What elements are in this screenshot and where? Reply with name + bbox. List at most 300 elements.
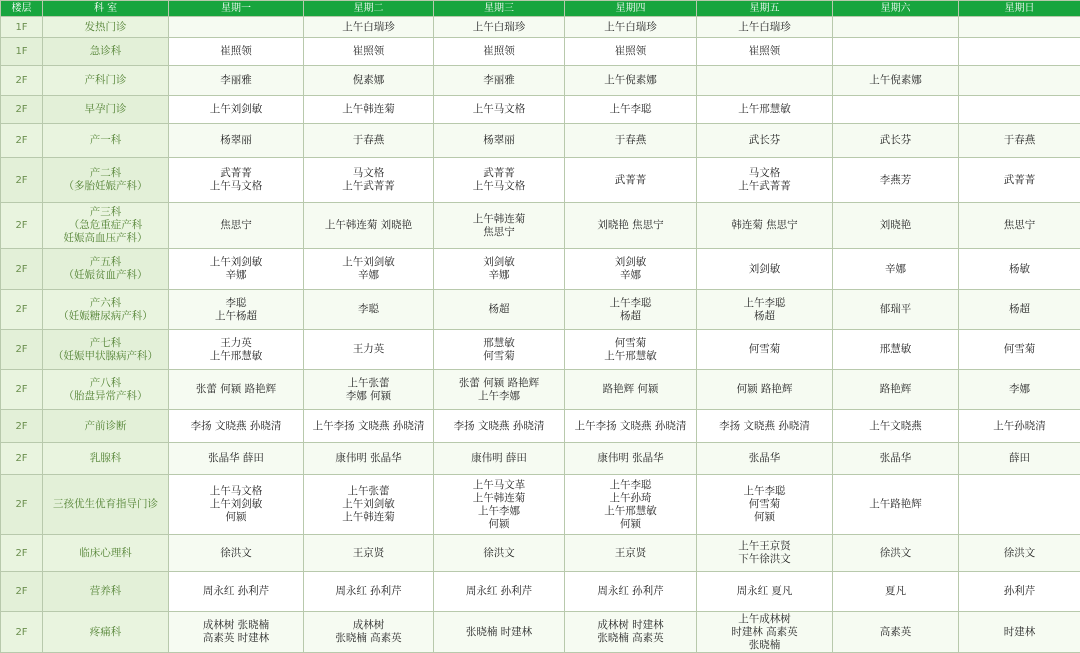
- schedule-cell: [434, 249, 565, 290]
- floor-cell: 2F: [1, 124, 43, 158]
- doctor-entry: 李聪: [306, 303, 431, 316]
- schedule-cell: [959, 96, 1080, 124]
- schedule-cell: [304, 612, 434, 653]
- department-cell: [43, 66, 169, 96]
- doctor-entry: 上午孙晓清: [961, 420, 1078, 433]
- schedule-cell: [959, 370, 1080, 410]
- doctor-entry: 上午白瑞珍: [306, 21, 431, 34]
- doctor-entry: 上午文晓燕: [835, 420, 956, 433]
- doctor-entry: 杨超: [567, 310, 694, 323]
- doctor-entry: 康伟明 薛田: [436, 452, 562, 465]
- doctor-entry: 上午邢慧敏: [567, 350, 694, 363]
- doctor-entry: 徐洪文: [835, 547, 956, 560]
- doctor-entry: 张晓楠 高素英: [567, 632, 694, 645]
- doctor-entry: 上午李娜: [436, 505, 562, 518]
- doctor-entry: 上午李娜: [436, 390, 562, 403]
- schedule-cell: [833, 535, 959, 572]
- department-name-line: 产七科: [45, 337, 166, 350]
- table-row: [1, 612, 1080, 653]
- floor-cell: 2F: [1, 249, 43, 290]
- doctor-entry: 周永红 孙利芹: [306, 585, 431, 598]
- schedule-cell: [304, 96, 434, 124]
- schedule-cell: [565, 370, 697, 410]
- department-name-line: 早孕门诊: [45, 103, 166, 116]
- schedule-cell: [565, 17, 697, 38]
- schedule-cell: [833, 203, 959, 249]
- schedule-cell: [304, 572, 434, 612]
- doctor-entry: 崔照领: [306, 45, 431, 58]
- doctor-entry: 李燕芳: [835, 174, 956, 187]
- doctor-entry: 武长芬: [699, 134, 830, 147]
- header-day: 星期四: [565, 1, 697, 17]
- doctor-entry: 马文格: [699, 167, 830, 180]
- department-cell: [43, 124, 169, 158]
- doctor-entry: 上午马文格: [171, 485, 301, 498]
- schedule-cell: [565, 330, 697, 370]
- doctor-entry: 上午武菁菁: [699, 180, 830, 193]
- schedule-cell: [697, 249, 833, 290]
- doctor-entry: 何雪菊: [436, 350, 562, 363]
- doctor-entry: 崔照领: [436, 45, 562, 58]
- department-name-line: 乳腺科: [45, 452, 166, 465]
- doctor-entry: 夏凡: [835, 585, 956, 598]
- doctor-entry: 王力英: [171, 337, 301, 350]
- doctor-entry: 上午孙琦: [567, 492, 694, 505]
- doctor-entry: 何颍: [567, 518, 694, 531]
- schedule-cell: [304, 410, 434, 443]
- doctor-entry: 武菁菁: [961, 174, 1078, 187]
- doctor-entry: 张晓楠: [699, 639, 830, 652]
- doctor-entry: 张晓楠 时建林: [436, 626, 562, 639]
- schedule-cell: [565, 572, 697, 612]
- schedule-cell: [697, 203, 833, 249]
- schedule-cell: [565, 124, 697, 158]
- doctor-entry: 李娜: [961, 383, 1078, 396]
- doctor-entry: 康伟明 张晶华: [567, 452, 694, 465]
- doctor-entry: 上午刘剑敏: [171, 498, 301, 511]
- schedule-cell: [565, 290, 697, 330]
- floor-cell: 2F: [1, 475, 43, 535]
- table-row: [1, 249, 1080, 290]
- schedule-cell: [169, 612, 304, 653]
- schedule-cell: [959, 330, 1080, 370]
- doctor-entry: 辛娜: [306, 269, 431, 282]
- floor-cell: 2F: [1, 612, 43, 653]
- schedule-cell: [959, 17, 1080, 38]
- schedule-cell: [565, 66, 697, 96]
- doctor-entry: 成林树 张晓楠: [171, 619, 301, 632]
- floor-cell: 2F: [1, 158, 43, 203]
- schedule-cell: [959, 612, 1080, 653]
- doctor-entry: 马文格: [306, 167, 431, 180]
- department-name-line: （妊娠糖尿病产科）: [45, 310, 166, 323]
- schedule-cell: [697, 572, 833, 612]
- schedule-cell: [959, 249, 1080, 290]
- schedule-cell: [833, 612, 959, 653]
- table-row: [1, 443, 1080, 475]
- table-header: [1, 1, 1080, 17]
- doctor-entry: 刘晓艳 焦思宁: [567, 219, 694, 232]
- floor-cell: 2F: [1, 535, 43, 572]
- schedule-cell: [833, 290, 959, 330]
- doctor-entry: 杨翠丽: [436, 134, 562, 147]
- table-row: [1, 290, 1080, 330]
- doctor-entry: 上午韩连菊: [306, 103, 431, 116]
- doctor-entry: 李扬 文晓燕 孙晓清: [436, 420, 562, 433]
- schedule-cell: [304, 17, 434, 38]
- doctor-entry: 何雪菊: [567, 337, 694, 350]
- department-cell: [43, 96, 169, 124]
- schedule-cell: [697, 66, 833, 96]
- schedule-cell: [304, 203, 434, 249]
- doctor-entry: 张蕾 何颍 路艳辉: [171, 383, 301, 396]
- department-cell: [43, 370, 169, 410]
- schedule-cell: [169, 572, 304, 612]
- department-name-line: （多胎妊娠产科）: [45, 180, 166, 193]
- floor-cell: 2F: [1, 66, 43, 96]
- floor-cell: 2F: [1, 290, 43, 330]
- doctor-entry: 武长芬: [835, 134, 956, 147]
- doctor-entry: 上午李聪: [699, 485, 830, 498]
- doctor-entry: 上午刘剑敏: [306, 256, 431, 269]
- schedule-cell: [565, 38, 697, 66]
- schedule-cell: [697, 370, 833, 410]
- department-name-line: （妊娠甲状腺病产科）: [45, 350, 166, 363]
- department-name-line: 产八科: [45, 377, 166, 390]
- schedule-cell: [697, 17, 833, 38]
- table-row: [1, 535, 1080, 572]
- schedule-cell: [304, 124, 434, 158]
- department-cell: [43, 535, 169, 572]
- schedule-cell: [434, 475, 565, 535]
- table-row: [1, 330, 1080, 370]
- schedule-cell: [304, 249, 434, 290]
- schedule-cell: [697, 158, 833, 203]
- doctor-entry: 薛田: [961, 452, 1078, 465]
- department-name-line: 产五科: [45, 256, 166, 269]
- doctor-entry: 于春燕: [567, 134, 694, 147]
- doctor-entry: 上午张蕾: [306, 485, 431, 498]
- department-cell: [43, 38, 169, 66]
- schedule-cell: [434, 410, 565, 443]
- schedule-cell: [304, 290, 434, 330]
- department-name-line: 产前诊断: [45, 420, 166, 433]
- table-row: [1, 475, 1080, 535]
- schedule-cell: [959, 572, 1080, 612]
- doctor-entry: 上午白瑞珍: [436, 21, 562, 34]
- doctor-entry: 上午邢慧敏: [171, 350, 301, 363]
- schedule-cell: [304, 535, 434, 572]
- doctor-entry: 王力英: [306, 343, 431, 356]
- department-name-line: 产二科: [45, 167, 166, 180]
- doctor-entry: 周永红 孙利芹: [567, 585, 694, 598]
- schedule-cell: [169, 443, 304, 475]
- schedule-cell: [434, 203, 565, 249]
- doctor-entry: 上午韩连菊: [306, 511, 431, 524]
- doctor-entry: 上午李扬 文晓燕 孙晓清: [306, 420, 431, 433]
- doctor-entry: 何颍: [699, 511, 830, 524]
- doctor-entry: 上午马文格: [436, 103, 562, 116]
- schedule-cell: [304, 475, 434, 535]
- doctor-entry: 时建林 高素英: [699, 626, 830, 639]
- doctor-entry: 康伟明 张晶华: [306, 452, 431, 465]
- schedule-cell: [434, 370, 565, 410]
- schedule-cell: [565, 612, 697, 653]
- floor-cell: 2F: [1, 203, 43, 249]
- doctor-entry: 上午刘剑敏: [171, 103, 301, 116]
- doctor-entry: 武菁菁: [171, 167, 301, 180]
- table-row: [1, 158, 1080, 203]
- schedule-cell: [169, 124, 304, 158]
- schedule-cell: [169, 17, 304, 38]
- doctor-entry: 崔照领: [171, 45, 301, 58]
- doctor-entry: 上午马文格: [171, 180, 301, 193]
- doctor-entry: 刘剑敏: [436, 256, 562, 269]
- department-cell: [43, 572, 169, 612]
- doctor-entry: 上午李聪: [699, 297, 830, 310]
- department-name-line: （妊娠贫血产科）: [45, 269, 166, 282]
- schedule-cell: [833, 158, 959, 203]
- doctor-entry: 上午张蕾: [306, 377, 431, 390]
- schedule-cell: [697, 96, 833, 124]
- doctor-entry: 成林树 时建林: [567, 619, 694, 632]
- department-cell: [43, 290, 169, 330]
- doctor-entry: 李娜 何颍: [306, 390, 431, 403]
- schedule-cell: [697, 612, 833, 653]
- doctor-entry: 上午倪素娜: [835, 74, 956, 87]
- schedule-cell: [304, 370, 434, 410]
- doctor-entry: 于春燕: [306, 134, 431, 147]
- schedule-cell: [959, 66, 1080, 96]
- floor-cell: 1F: [1, 17, 43, 38]
- schedule-cell: [434, 612, 565, 653]
- table-row: [1, 203, 1080, 249]
- doctor-entry: 武菁菁: [567, 174, 694, 187]
- table-row: [1, 370, 1080, 410]
- department-cell: [43, 443, 169, 475]
- department-cell: [43, 17, 169, 38]
- doctor-entry: 周永红 孙利芹: [436, 585, 562, 598]
- schedule-cell: [959, 38, 1080, 66]
- doctor-entry: 徐洪文: [171, 547, 301, 560]
- schedule-cell: [959, 158, 1080, 203]
- doctor-entry: 李扬 文晓燕 孙晓清: [171, 420, 301, 433]
- table-row: [1, 124, 1080, 158]
- doctor-entry: 高素英: [835, 626, 956, 639]
- schedule-cell: [833, 66, 959, 96]
- schedule-cell: [304, 443, 434, 475]
- department-cell: [43, 410, 169, 443]
- schedule-cell: [565, 535, 697, 572]
- schedule-cell: [833, 124, 959, 158]
- doctor-entry: 上午杨超: [171, 310, 301, 323]
- doctor-entry: 徐洪文: [436, 547, 562, 560]
- schedule-cell: [169, 96, 304, 124]
- doctor-entry: 何颍: [171, 511, 301, 524]
- doctor-entry: 李丽雅: [436, 74, 562, 87]
- schedule-cell: [434, 535, 565, 572]
- department-name-line: 急诊科: [45, 45, 166, 58]
- floor-cell: 2F: [1, 96, 43, 124]
- department-cell: [43, 203, 169, 249]
- schedule-cell: [833, 96, 959, 124]
- table-row: [1, 66, 1080, 96]
- floor-cell: 2F: [1, 443, 43, 475]
- schedule-cell: [565, 249, 697, 290]
- schedule-cell: [959, 535, 1080, 572]
- schedule-cell: [434, 17, 565, 38]
- department-name-line: 产六科: [45, 297, 166, 310]
- schedule-cell: [959, 124, 1080, 158]
- doctor-entry: 李聪: [171, 297, 301, 310]
- doctor-entry: 上午白瑞珍: [699, 21, 830, 34]
- schedule-cell: [959, 410, 1080, 443]
- department-cell: [43, 249, 169, 290]
- doctor-entry: 张晶华: [699, 452, 830, 465]
- schedule-cell: [169, 249, 304, 290]
- doctor-entry: 张晓楠 高素英: [306, 632, 431, 645]
- schedule-cell: [697, 475, 833, 535]
- department-cell: [43, 475, 169, 535]
- doctor-entry: 上午路艳辉: [835, 498, 956, 511]
- schedule-cell: [304, 330, 434, 370]
- doctor-entry: 杨翠丽: [171, 134, 301, 147]
- doctor-entry: 下午徐洪文: [699, 553, 830, 566]
- schedule-cell: [434, 158, 565, 203]
- schedule-cell: [565, 96, 697, 124]
- doctor-entry: 李丽雅: [171, 74, 301, 87]
- doctor-entry: 何颍: [436, 518, 562, 531]
- doctor-entry: 上午李聪: [567, 479, 694, 492]
- doctor-entry: 上午韩连菊: [436, 492, 562, 505]
- doctor-entry: 辛娜: [835, 263, 956, 276]
- schedule-cell: [833, 443, 959, 475]
- schedule-cell: [565, 158, 697, 203]
- doctor-entry: 辛娜: [567, 269, 694, 282]
- doctor-entry: 焦思宁: [961, 219, 1078, 232]
- schedule-cell: [434, 290, 565, 330]
- header-floor: 楼层: [1, 1, 43, 17]
- header-day: 星期三: [434, 1, 565, 17]
- doctor-entry: 邢慧敏: [835, 343, 956, 356]
- header-day: 星期五: [697, 1, 833, 17]
- doctor-entry: 于春燕: [961, 134, 1078, 147]
- schedule-cell: [169, 290, 304, 330]
- schedule-cell: [434, 66, 565, 96]
- department-name-line: 产三科: [45, 206, 166, 219]
- department-name-line: 产科门诊: [45, 74, 166, 87]
- schedule-cell: [169, 203, 304, 249]
- doctor-entry: 杨敏: [961, 263, 1078, 276]
- schedule-cell: [833, 475, 959, 535]
- schedule-cell: [169, 158, 304, 203]
- doctor-entry: 杨超: [699, 310, 830, 323]
- department-name-line: 妊娠高血压产科）: [45, 232, 166, 245]
- doctor-entry: 上午武菁菁: [306, 180, 431, 193]
- doctor-entry: 路艳辉 何颍: [567, 383, 694, 396]
- doctor-entry: 上午成林树: [699, 613, 830, 626]
- schedule-cell: [304, 66, 434, 96]
- doctor-entry: 时建林: [961, 626, 1078, 639]
- schedule-cell: [697, 38, 833, 66]
- department-name-line: 临床心理科: [45, 547, 166, 560]
- schedule-cell: [565, 475, 697, 535]
- doctor-entry: 刘晓艳: [835, 219, 956, 232]
- schedule-cell: [169, 410, 304, 443]
- schedule-cell: [959, 475, 1080, 535]
- header-department: 科 室: [43, 1, 169, 17]
- department-name-line: （胎盘异常产科）: [45, 390, 166, 403]
- doctor-entry: 李扬 文晓燕 孙晓清: [699, 420, 830, 433]
- schedule-cell: [833, 330, 959, 370]
- doctor-entry: 周永红 夏凡: [699, 585, 830, 598]
- doctor-entry: 高素英 时建林: [171, 632, 301, 645]
- doctor-entry: 焦思宁: [436, 226, 562, 239]
- doctor-entry: 上午邢慧敏: [567, 505, 694, 518]
- doctor-entry: 倪素娜: [306, 74, 431, 87]
- doctor-entry: 上午倪素娜: [567, 74, 694, 87]
- floor-cell: 1F: [1, 38, 43, 66]
- doctor-entry: 辛娜: [436, 269, 562, 282]
- schedule-cell: [833, 370, 959, 410]
- doctor-entry: 上午马文革: [436, 479, 562, 492]
- doctor-entry: 周永红 孙利芹: [171, 585, 301, 598]
- schedule-cell: [959, 443, 1080, 475]
- schedule-cell: [434, 38, 565, 66]
- department-name-line: 发热门诊: [45, 21, 166, 34]
- doctor-entry: 上午王京贤: [699, 540, 830, 553]
- schedule-cell: [434, 124, 565, 158]
- doctor-entry: 何雪菊: [961, 343, 1078, 356]
- floor-cell: 2F: [1, 410, 43, 443]
- doctor-entry: 何颍 路艳辉: [699, 383, 830, 396]
- schedule-cell: [434, 330, 565, 370]
- doctor-entry: 张晶华: [835, 452, 956, 465]
- doctor-entry: 徐洪文: [961, 547, 1078, 560]
- department-name-line: 营养科: [45, 585, 166, 598]
- doctor-entry: 上午刘剑敏: [306, 498, 431, 511]
- doctor-entry: 郁瑞平: [835, 303, 956, 316]
- doctor-entry: 孙利芹: [961, 585, 1078, 598]
- doctor-entry: 成林树: [306, 619, 431, 632]
- schedule-cell: [169, 38, 304, 66]
- doctor-entry: 上午刘剑敏: [171, 256, 301, 269]
- table-row: [1, 410, 1080, 443]
- doctor-entry: 王京贤: [567, 547, 694, 560]
- schedule-cell: [304, 38, 434, 66]
- department-cell: [43, 158, 169, 203]
- doctor-entry: 何雪菊: [699, 498, 830, 511]
- floor-cell: 2F: [1, 572, 43, 612]
- schedule-cell: [169, 66, 304, 96]
- schedule-cell: [697, 124, 833, 158]
- doctor-entry: 上午韩连菊 刘晓艳: [306, 219, 431, 232]
- schedule-cell: [697, 443, 833, 475]
- department-name-line: 产一科: [45, 134, 166, 147]
- schedule-cell: [434, 96, 565, 124]
- doctor-entry: 上午李聪: [567, 297, 694, 310]
- doctor-entry: 邢慧敏: [436, 337, 562, 350]
- table-row: [1, 572, 1080, 612]
- doctor-entry: 崔照领: [567, 45, 694, 58]
- doctor-entry: 辛娜: [171, 269, 301, 282]
- doctor-entry: 上午韩连菊: [436, 213, 562, 226]
- doctor-entry: 武菁菁: [436, 167, 562, 180]
- doctor-entry: 路艳辉: [835, 383, 956, 396]
- department-name-line: 疼痛科: [45, 626, 166, 639]
- department-name-line: （急危重症产科: [45, 219, 166, 232]
- doctor-entry: 王京贤: [306, 547, 431, 560]
